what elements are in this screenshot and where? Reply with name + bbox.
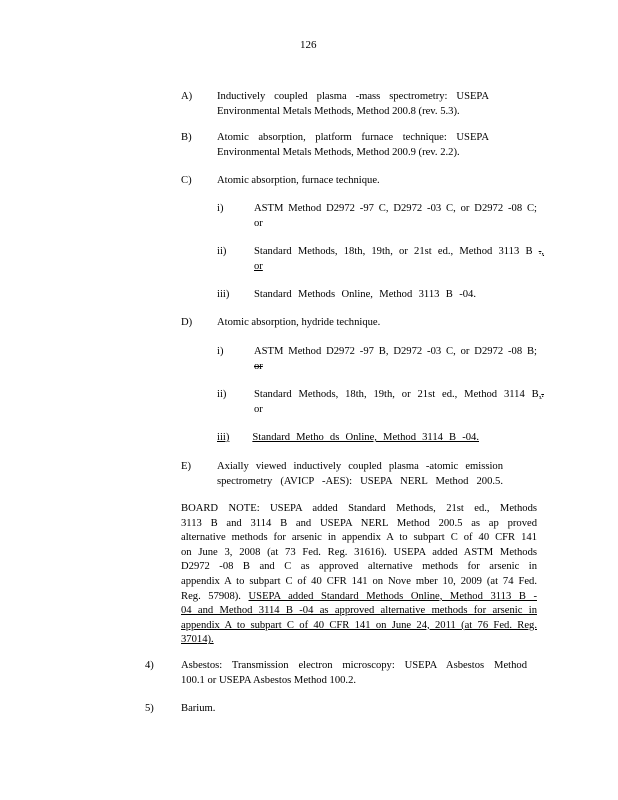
item-d-ii-label: ii)	[217, 389, 227, 400]
page-number: 126	[300, 39, 317, 51]
item-d-label: D)	[181, 317, 193, 328]
item-d-i-line-1: ASTM Method D2972 -97 B, D2972 -03 C, or D2972 -08 B;	[254, 346, 537, 357]
item-d-ii-line-1	[254, 388, 544, 403]
item-d-ii-line-1-main: Standard Methods, 18th, 19th, or 21st ed., Method 3114 B	[254, 389, 539, 400]
item-b-line-2: Environmental Metals Methods, Method 200.9 (rev. 2.2).	[217, 146, 460, 158]
item-d-iii-label: iii)	[217, 432, 230, 443]
board-note-line-3: alternative methods for arsenic in appendix A to subpart C of 40 CFR 141	[181, 532, 537, 544]
item-d-iii-body: Standard Metho ds Online, Method 3114 B -04.	[252, 432, 479, 443]
item-c-iii-line-1: Standard Methods Online, Method 3113 B -04.	[254, 289, 476, 300]
item-c-iii-label: iii)	[217, 289, 230, 300]
board-note-line-8: 04 and Method 3114 B -04 as approved alternative methods for arsenic in	[181, 605, 537, 617]
item-c-i-text	[254, 202, 537, 231]
board-note-line-7-inserted: USEPA added Standard Methods Online, Method 3113 B -	[248, 590, 537, 602]
item-5-text	[181, 702, 301, 717]
item-d-i-text	[254, 345, 537, 374]
item-4-text	[181, 659, 527, 688]
item-d-line-1: Atomic absorption, hydride technique.	[217, 317, 381, 328]
item-c-label: C)	[181, 175, 192, 186]
item-e-label: E)	[181, 461, 191, 472]
board-note-line-4: on June 3, 2008 (at 73 Fed. Reg. 31616). USEPA added ASTM Methods	[181, 546, 537, 558]
item-b-label: B)	[181, 132, 192, 143]
item-c-iii-text	[254, 288, 476, 303]
item-b-line-1: Atomic absorption, platform furnace technique: USEPA	[217, 132, 489, 143]
item-c-ii-line-1-main: Standard Methods, 18th, 19th, or 21st ed., Method 3113 B	[254, 246, 533, 257]
item-c-i-line-1: ASTM Method D2972 -97 C, D2972 -03 C, or D2972 -08 C;	[254, 203, 537, 214]
item-d-iii-line-1	[217, 431, 479, 446]
board-note-line-1: BOARD NOTE: USEPA added Standard Methods, 21st ed., Methods	[181, 503, 537, 514]
item-a-line-1: Inductively coupled plasma -mass spectrometry: USEPA	[217, 91, 489, 102]
item-d-text	[217, 316, 397, 331]
item-d-ii-line-2: or	[254, 403, 263, 415]
item-e-line-2: spectrometry (AVICP -AES): USEPA NERL Method 200.5.	[217, 475, 503, 487]
item-e-line-1: Axially viewed inductively coupled plasma -atomic emission	[217, 461, 503, 472]
item-d-i-line-2: or	[254, 360, 263, 372]
item-4-line-1: Asbestos: Transmission electron microscopy: USEPA Asbestos Method	[181, 660, 527, 671]
item-c-ii-inserted-mark: ,	[541, 246, 545, 257]
item-5-line-1: Barium.	[181, 703, 216, 714]
item-a-label: A)	[181, 91, 193, 102]
board-note-line-9: appendix A to subpart C of 40 CFR 141 on June 24, 2011 (at 76 Fed. Reg.	[181, 619, 537, 631]
item-c-i-label: i)	[217, 203, 224, 214]
item-e-text	[217, 460, 503, 489]
item-a-line-2: Environmental Metals Methods, Method 200.8 (rev. 5.3).	[217, 105, 460, 117]
item-a-text	[217, 90, 489, 119]
board-note-line-6: appendix A to subpart C of 40 CFR 141 on Nove mber 10, 2009 (at 74 Fed.	[181, 575, 537, 587]
item-c-ii-line-2: or	[254, 260, 263, 272]
item-d-ii-text	[254, 388, 544, 417]
item-4-line-2: 100.1 or USEPA Asbestos Method 100.2.	[181, 674, 357, 686]
item-4-label: 4)	[145, 660, 154, 671]
item-c-text	[217, 174, 397, 189]
item-d-iii-text	[217, 431, 479, 446]
item-c-line-1: Atomic absorption, furnace technique.	[217, 175, 380, 186]
board-note-line-2: 3113 B and 3114 B and USEPA NERL Method 200.5 as ap proved	[181, 517, 537, 529]
item-c-i-line-2: or	[254, 217, 263, 229]
item-5-label: 5)	[145, 703, 154, 714]
board-note-line-10: 37014).	[181, 634, 214, 646]
item-c-ii-line-1	[254, 245, 544, 260]
item-c-ii-text	[254, 245, 544, 274]
board-note	[181, 502, 537, 648]
item-b-text	[217, 131, 489, 160]
item-c-ii-struck-mark: .	[538, 246, 542, 257]
item-c-ii-label: ii)	[217, 246, 227, 257]
item-d-i-label: i)	[217, 346, 224, 357]
board-note-line-7	[181, 590, 537, 605]
board-note-line-7-start: Reg. 57908).	[181, 590, 241, 602]
item-d-ii-inserted-mark: ,	[538, 389, 542, 400]
board-note-line-5: D2972 -08 B and C as approved alternative methods for arsenic in	[181, 561, 537, 573]
item-d-ii-struck-mark: .	[541, 389, 544, 400]
